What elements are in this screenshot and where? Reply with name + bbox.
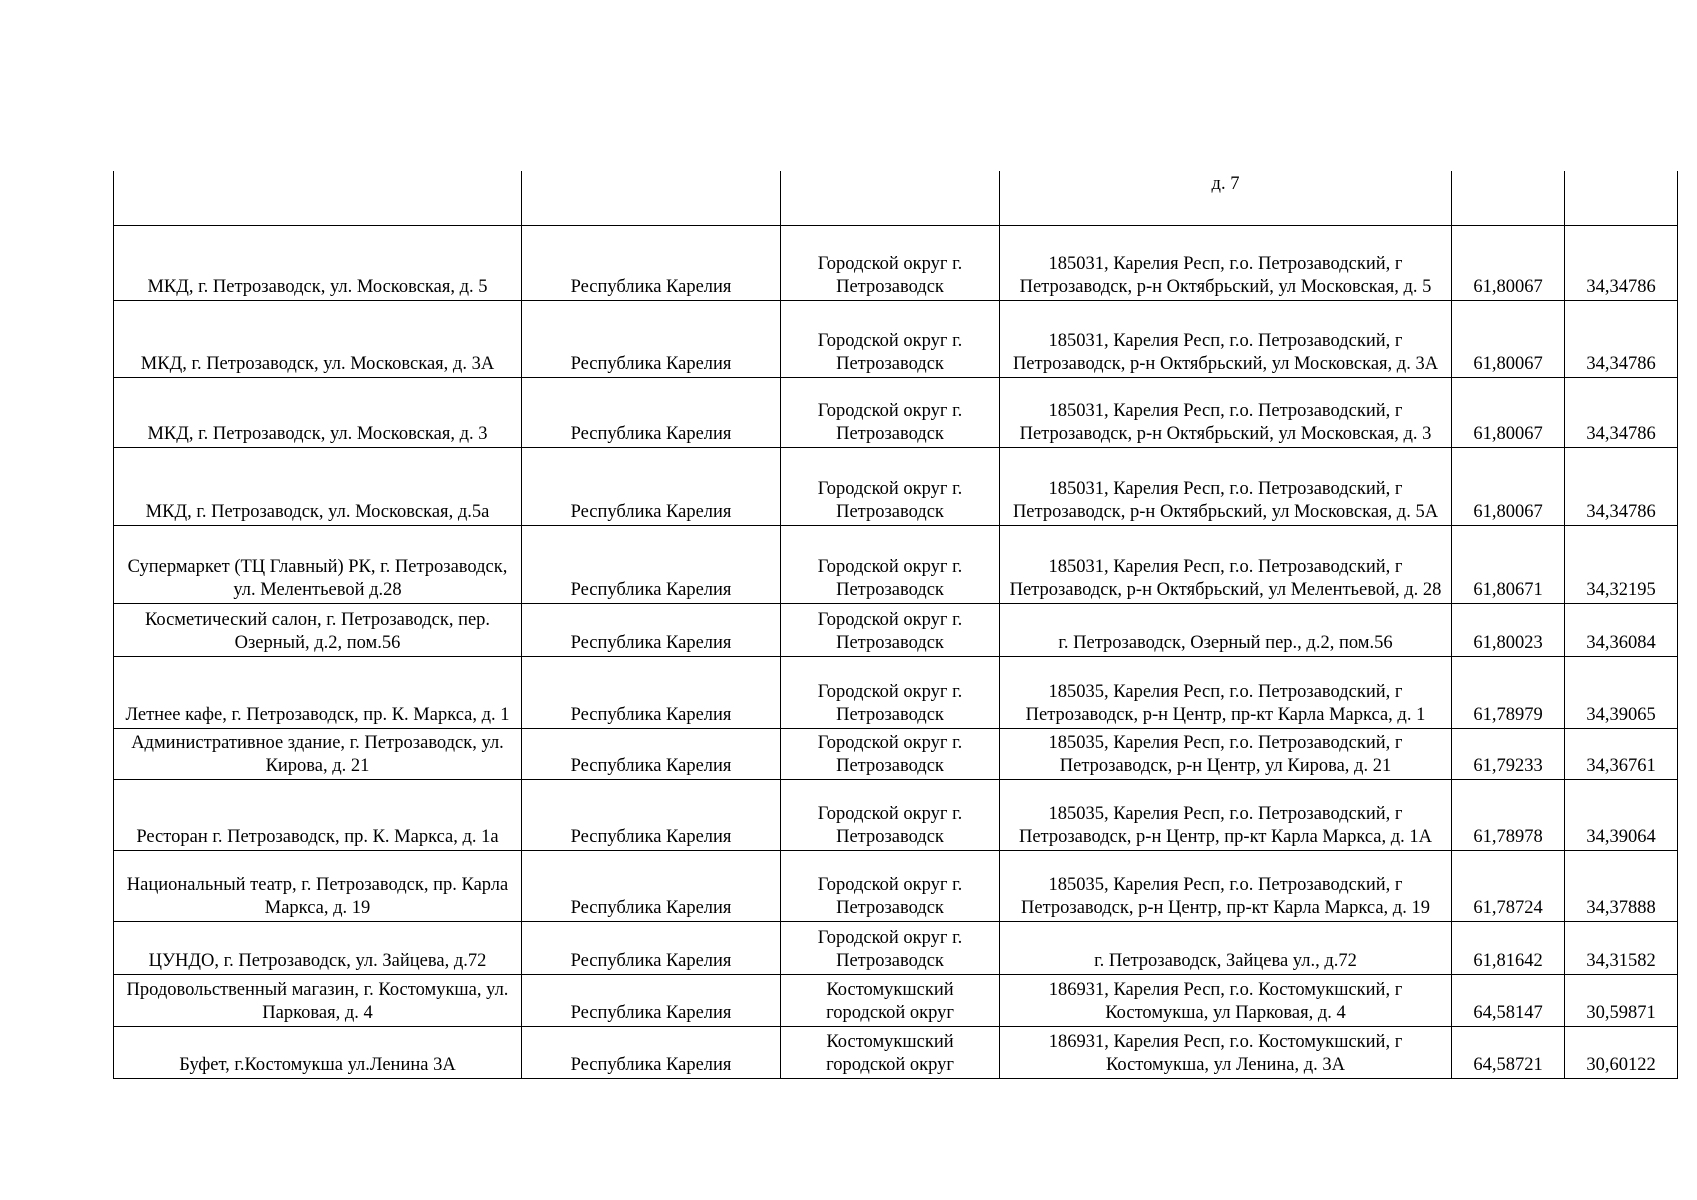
address-cell: д. 7: [1000, 171, 1452, 225]
latitude-cell: 61,80023: [1452, 603, 1565, 656]
table-row: [114, 921, 1678, 974]
region-cell: Республика Карелия: [522, 974, 781, 1026]
table-row: [114, 656, 1678, 728]
address-cell: г. Петрозаводск, Зайцева ул., д.72: [1000, 921, 1452, 974]
address-cell: 185031, Карелия Респ, г.о. Петрозаводский, г Петрозаводск, р-н Октябрьский, ул Московская, д. 5А: [1000, 447, 1452, 525]
table-row: [114, 603, 1678, 656]
region-cell: Республика Карелия: [522, 921, 781, 974]
object-name-cell: Летнее кафе, г. Петрозаводск, пр. К. Маркса, д. 1: [114, 656, 522, 728]
district-cell: Костомукшский городской округ: [781, 974, 1000, 1026]
address-cell: 186931, Карелия Респ, г.о. Костомукшский, г Костомукша, ул Парковая, д. 4: [1000, 974, 1452, 1026]
region-cell: Республика Карелия: [522, 300, 781, 377]
region-cell: Республика Карелия: [522, 1026, 781, 1078]
latitude-cell: 61,79233: [1452, 728, 1565, 779]
longitude-cell: 34,34786: [1565, 447, 1678, 525]
latitude-cell: 61,80067: [1452, 447, 1565, 525]
table-row: [114, 300, 1678, 377]
latitude-cell: 61,78724: [1452, 850, 1565, 921]
longitude-cell: 34,34786: [1565, 225, 1678, 300]
object-name-cell: Супермаркет (ТЦ Главный) РК, г. Петрозаводск, ул. Мелентьевой д.28: [114, 525, 522, 603]
longitude-cell: 34,34786: [1565, 377, 1678, 447]
latitude-cell: 61,81642: [1452, 921, 1565, 974]
table-row: [114, 850, 1678, 921]
table-row: [114, 974, 1678, 1026]
table-body: [114, 171, 1678, 1078]
longitude-cell: 34,36761: [1565, 728, 1678, 779]
address-cell: 185035, Карелия Респ, г.о. Петрозаводский, г Петрозаводск, р-н Центр, ул Кирова, д. 21: [1000, 728, 1452, 779]
district-cell: Костомукшский городской округ: [781, 1026, 1000, 1078]
latitude-cell: 61,78978: [1452, 779, 1565, 850]
address-cell: г. Петрозаводск, Озерный пер., д.2, пом.56: [1000, 603, 1452, 656]
district-cell: Городской округ г. Петрозаводск: [781, 377, 1000, 447]
object-name-cell: Административное здание, г. Петрозаводск, ул. Кирова, д. 21: [114, 728, 522, 779]
latitude-cell: 61,80067: [1452, 300, 1565, 377]
region-cell: Республика Карелия: [522, 447, 781, 525]
district-cell: Городской округ г. Петрозаводск: [781, 525, 1000, 603]
longitude-cell: 34,37888: [1565, 850, 1678, 921]
district-cell: [781, 171, 1000, 225]
object-name-cell: Продовольственный магазин, г. Костомукша, ул. Парковая, д. 4: [114, 974, 522, 1026]
latitude-cell: 61,80671: [1452, 525, 1565, 603]
object-name-cell: ЦУНДО, г. Петрозаводск, ул. Зайцева, д.72: [114, 921, 522, 974]
region-cell: Республика Карелия: [522, 656, 781, 728]
latitude-cell: 61,78979: [1452, 656, 1565, 728]
object-name-cell: МКД, г. Петрозаводск, ул. Московская, д. 5: [114, 225, 522, 300]
table-row: [114, 171, 1678, 225]
region-cell: Республика Карелия: [522, 225, 781, 300]
district-cell: Городской округ г. Петрозаводск: [781, 921, 1000, 974]
district-cell: Городской округ г. Петрозаводск: [781, 225, 1000, 300]
district-cell: Городской округ г. Петрозаводск: [781, 779, 1000, 850]
latitude-cell: 64,58147: [1452, 974, 1565, 1026]
latitude-cell: 64,58721: [1452, 1026, 1565, 1078]
longitude-cell: 34,39064: [1565, 779, 1678, 850]
object-name-cell: [114, 171, 522, 225]
objects-table: [113, 171, 1678, 1079]
longitude-cell: 30,59871: [1565, 974, 1678, 1026]
district-cell: Городской округ г. Петрозаводск: [781, 656, 1000, 728]
region-cell: Республика Карелия: [522, 728, 781, 779]
object-name-cell: Национальный театр, г. Петрозаводск, пр. Карла Маркса, д. 19: [114, 850, 522, 921]
region-cell: Республика Карелия: [522, 779, 781, 850]
address-cell: 185035, Карелия Респ, г.о. Петрозаводский, г Петрозаводск, р-н Центр, пр-кт Карла Маркса, д. 1А: [1000, 779, 1452, 850]
longitude-cell: [1565, 171, 1678, 225]
region-cell: Республика Карелия: [522, 377, 781, 447]
address-cell: 185031, Карелия Респ, г.о. Петрозаводский, г Петрозаводск, р-н Октябрьский, ул Московская, д. 3А: [1000, 300, 1452, 377]
object-name-cell: Буфет, г.Костомукша ул.Ленина 3А: [114, 1026, 522, 1078]
district-cell: Городской округ г. Петрозаводск: [781, 300, 1000, 377]
region-cell: Республика Карелия: [522, 850, 781, 921]
region-cell: Республика Карелия: [522, 603, 781, 656]
longitude-cell: 30,60122: [1565, 1026, 1678, 1078]
district-cell: Городской округ г. Петрозаводск: [781, 447, 1000, 525]
longitude-cell: 34,32195: [1565, 525, 1678, 603]
address-cell: 185031, Карелия Респ, г.о. Петрозаводский, г Петрозаводск, р-н Октябрьский, ул Московская, д. 3: [1000, 377, 1452, 447]
object-name-cell: МКД, г. Петрозаводск, ул. Московская, д.5а: [114, 447, 522, 525]
district-cell: Городской округ г. Петрозаводск: [781, 603, 1000, 656]
longitude-cell: 34,39065: [1565, 656, 1678, 728]
longitude-cell: 34,31582: [1565, 921, 1678, 974]
object-name-cell: МКД, г. Петрозаводск, ул. Московская, д. 3А: [114, 300, 522, 377]
address-cell: 185031, Карелия Респ, г.о. Петрозаводский, г Петрозаводск, р-н Октябрьский, ул Московская, д. 5: [1000, 225, 1452, 300]
table-row: [114, 1026, 1678, 1078]
region-cell: [522, 171, 781, 225]
table-row: [114, 377, 1678, 447]
object-name-cell: МКД, г. Петрозаводск, ул. Московская, д. 3: [114, 377, 522, 447]
latitude-cell: 61,80067: [1452, 377, 1565, 447]
district-cell: Городской округ г. Петрозаводск: [781, 728, 1000, 779]
object-name-cell: Ресторан г. Петрозаводск, пр. К. Маркса, д. 1а: [114, 779, 522, 850]
region-cell: Республика Карелия: [522, 525, 781, 603]
table-row: [114, 728, 1678, 779]
address-cell: 185035, Карелия Респ, г.о. Петрозаводский, г Петрозаводск, р-н Центр, пр-кт Карла Маркса, д. 19: [1000, 850, 1452, 921]
longitude-cell: 34,34786: [1565, 300, 1678, 377]
district-cell: Городской округ г. Петрозаводск: [781, 850, 1000, 921]
table-row: [114, 447, 1678, 525]
table-row: [114, 225, 1678, 300]
address-cell: 185035, Карелия Респ, г.о. Петрозаводский, г Петрозаводск, р-н Центр, пр-кт Карла Маркса, д. 1: [1000, 656, 1452, 728]
table-row: [114, 779, 1678, 850]
latitude-cell: 61,80067: [1452, 225, 1565, 300]
address-cell: 186931, Карелия Респ, г.о. Костомукшский, г Костомукша, ул Ленина, д. 3А: [1000, 1026, 1452, 1078]
latitude-cell: [1452, 171, 1565, 225]
table-row: [114, 525, 1678, 603]
longitude-cell: 34,36084: [1565, 603, 1678, 656]
address-cell: 185031, Карелия Респ, г.о. Петрозаводский, г Петрозаводск, р-н Октябрьский, ул Мелентьевой, д. 28: [1000, 525, 1452, 603]
object-name-cell: Косметический салон, г. Петрозаводск, пер. Озерный, д.2, пом.56: [114, 603, 522, 656]
